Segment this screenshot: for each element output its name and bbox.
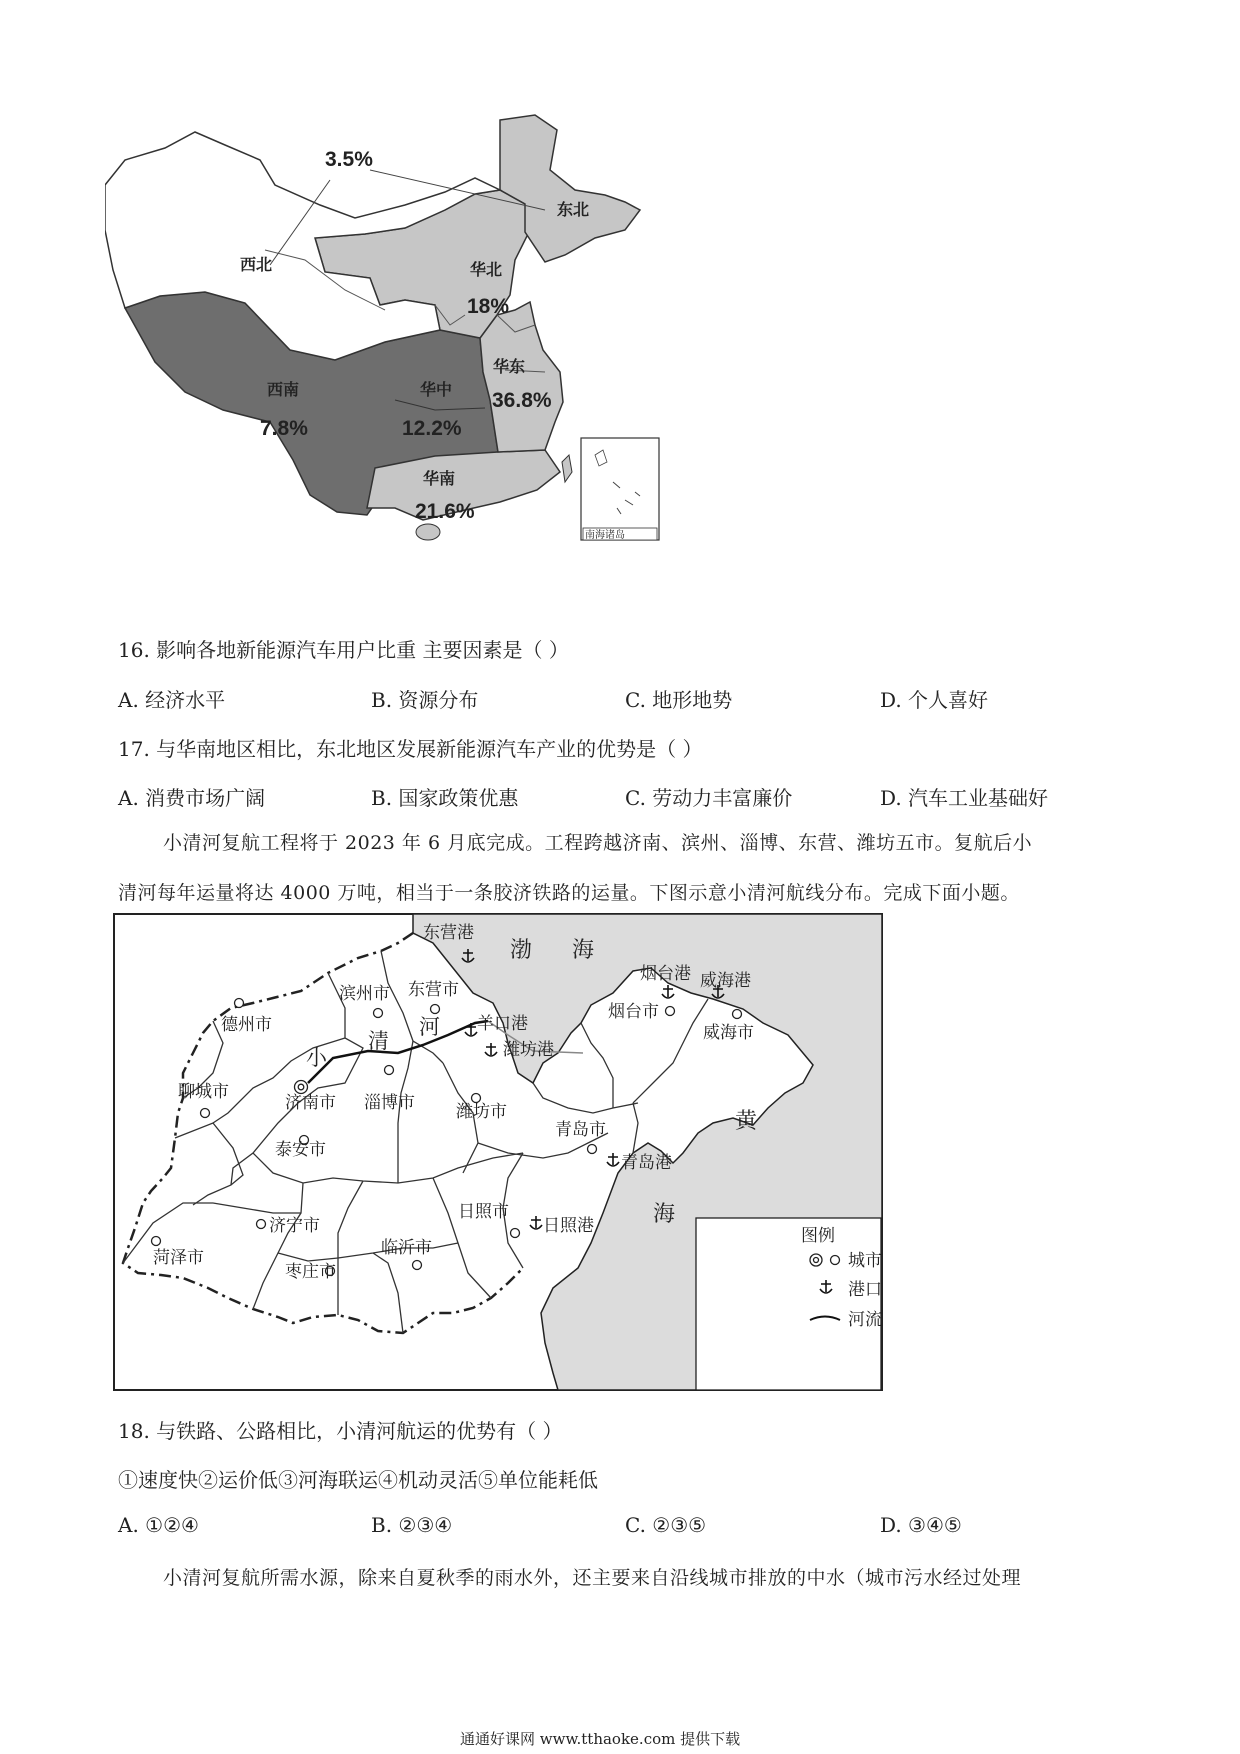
label-south: 华南: [423, 471, 456, 488]
sea-bohai-char1: 渤: [510, 937, 533, 962]
city-taian: 泰安市: [275, 1140, 326, 1159]
city-weihai: 威海市: [703, 1023, 754, 1042]
city-rizhao: 日照市: [458, 1202, 509, 1221]
china-region-map: [105, 110, 745, 610]
south-sea-inset: [581, 438, 659, 540]
port-weifang: 潍坊港: [503, 1040, 554, 1059]
city-yantai: 烟台市: [608, 1002, 659, 1021]
inset-label: 南海诸岛: [585, 530, 625, 541]
legend-port: 港口: [848, 1280, 882, 1299]
city-zaozhuang: 枣庄市: [285, 1262, 336, 1281]
q17-option-a[interactable]: A. 消费市场广阔: [118, 786, 266, 810]
percent-central: 12.2%: [402, 417, 462, 440]
city-weifang: 潍坊市: [456, 1102, 507, 1121]
taiwan-island: [562, 455, 572, 482]
city-heze: 菏泽市: [153, 1248, 204, 1267]
percent-southwest: 7.8%: [260, 417, 308, 440]
map-legend: [696, 1218, 882, 1390]
port-qingdao: 青岛港: [621, 1153, 672, 1172]
sea-yellow-char2: 海: [653, 1201, 676, 1226]
label-central: 华中: [420, 382, 453, 399]
city-zibo: 淄博市: [364, 1093, 415, 1112]
q18-stem: 18. 与铁路、公路相比，小清河航运的优势有（ ）: [118, 1419, 563, 1443]
q18-items: ①速度快②运价低③河海联运④机动灵活⑤单位能耗低: [118, 1468, 598, 1492]
q17-stem: 17. 与华南地区相比，东北地区发展新能源汽车产业的优势是（ ）: [118, 737, 703, 761]
q18-option-a[interactable]: A. ①②④: [118, 1513, 199, 1537]
label-southwest: 西南: [267, 382, 300, 399]
sea-yellow-char1: 黄: [735, 1108, 758, 1133]
q16-option-a[interactable]: A. 经济水平: [118, 688, 226, 712]
q18-option-c[interactable]: C. ②③⑤: [625, 1513, 707, 1537]
port-rizhao: 日照港: [543, 1216, 594, 1235]
legend-river: 河流: [848, 1310, 882, 1329]
city-liaocheng: 聊城市: [178, 1082, 229, 1101]
port-yangkou: 羊口港: [477, 1014, 528, 1033]
port-weihai: 威海港: [700, 971, 751, 990]
river-label-1: 小: [306, 1047, 327, 1070]
legend-city: 城市: [848, 1251, 882, 1270]
label-northwest: 西北: [240, 257, 273, 274]
label-north: 华北: [470, 262, 503, 279]
q18-option-b[interactable]: B. ②③④: [371, 1513, 453, 1537]
city-dezhou: 德州市: [221, 1015, 272, 1034]
passage-2: 小清河复航所需水源，除来自夏秋季的雨水外，还主要来自沿线城市排放的中水（城市污水经过处理: [163, 1567, 1022, 1589]
q17-option-b[interactable]: B. 国家政策优惠: [371, 786, 519, 810]
q16-option-c[interactable]: C. 地形地势: [625, 688, 733, 712]
label-northeast: 东北: [557, 202, 590, 219]
legend-title: 图例: [801, 1226, 835, 1245]
page-footer: 通通好课网 www.tthaoke.com 提供下载: [460, 1730, 741, 1748]
river-label-2: 清: [368, 1030, 389, 1053]
city-jinan: 济南市: [285, 1093, 336, 1112]
percent-east: 36.8%: [492, 389, 552, 412]
city-jining: 济宁市: [269, 1216, 320, 1235]
hainan-island: [416, 524, 440, 540]
q17-option-c[interactable]: C. 劳动力丰富廉价: [625, 786, 793, 810]
sea-bohai-char2: 海: [572, 937, 595, 962]
passage-line-2: 清河每年运量将达 4000 万吨，相当于一条胶济铁路的运量。下图示意小清河航线分布。完成下面小题。: [118, 882, 1020, 904]
city-dongying: 东营市: [408, 980, 459, 999]
passage-line-1: 小清河复航工程将于 2023 年 6 月底完成。工程跨越济南、滨州、淄博、东营、潍坊五市。复航后小: [163, 832, 1033, 854]
city-qingdao: 青岛市: [555, 1120, 606, 1139]
port-yantai: 烟台港: [640, 964, 691, 983]
percent-south: 21.6%: [415, 500, 475, 523]
city-linyi: 临沂市: [381, 1238, 432, 1257]
q17-option-d[interactable]: D. 汽车工业基础好: [880, 786, 1049, 810]
river-label-3: 河: [419, 1016, 440, 1039]
shandong-river-map: [113, 913, 883, 1391]
q16-option-d[interactable]: D. 个人喜好: [880, 688, 989, 712]
city-binzhou: 滨州市: [339, 984, 390, 1003]
percent-northwest: 3.5%: [325, 148, 373, 171]
percent-north: 18%: [467, 295, 510, 318]
q16-stem: 16. 影响各地新能源汽车用户比重 主要因素是（ ）: [118, 638, 569, 662]
label-east: 华东: [493, 359, 526, 376]
port-dongying: 东营港: [423, 923, 474, 942]
q16-option-b[interactable]: B. 资源分布: [371, 688, 479, 712]
q18-option-d[interactable]: D. ③④⑤: [880, 1513, 962, 1537]
